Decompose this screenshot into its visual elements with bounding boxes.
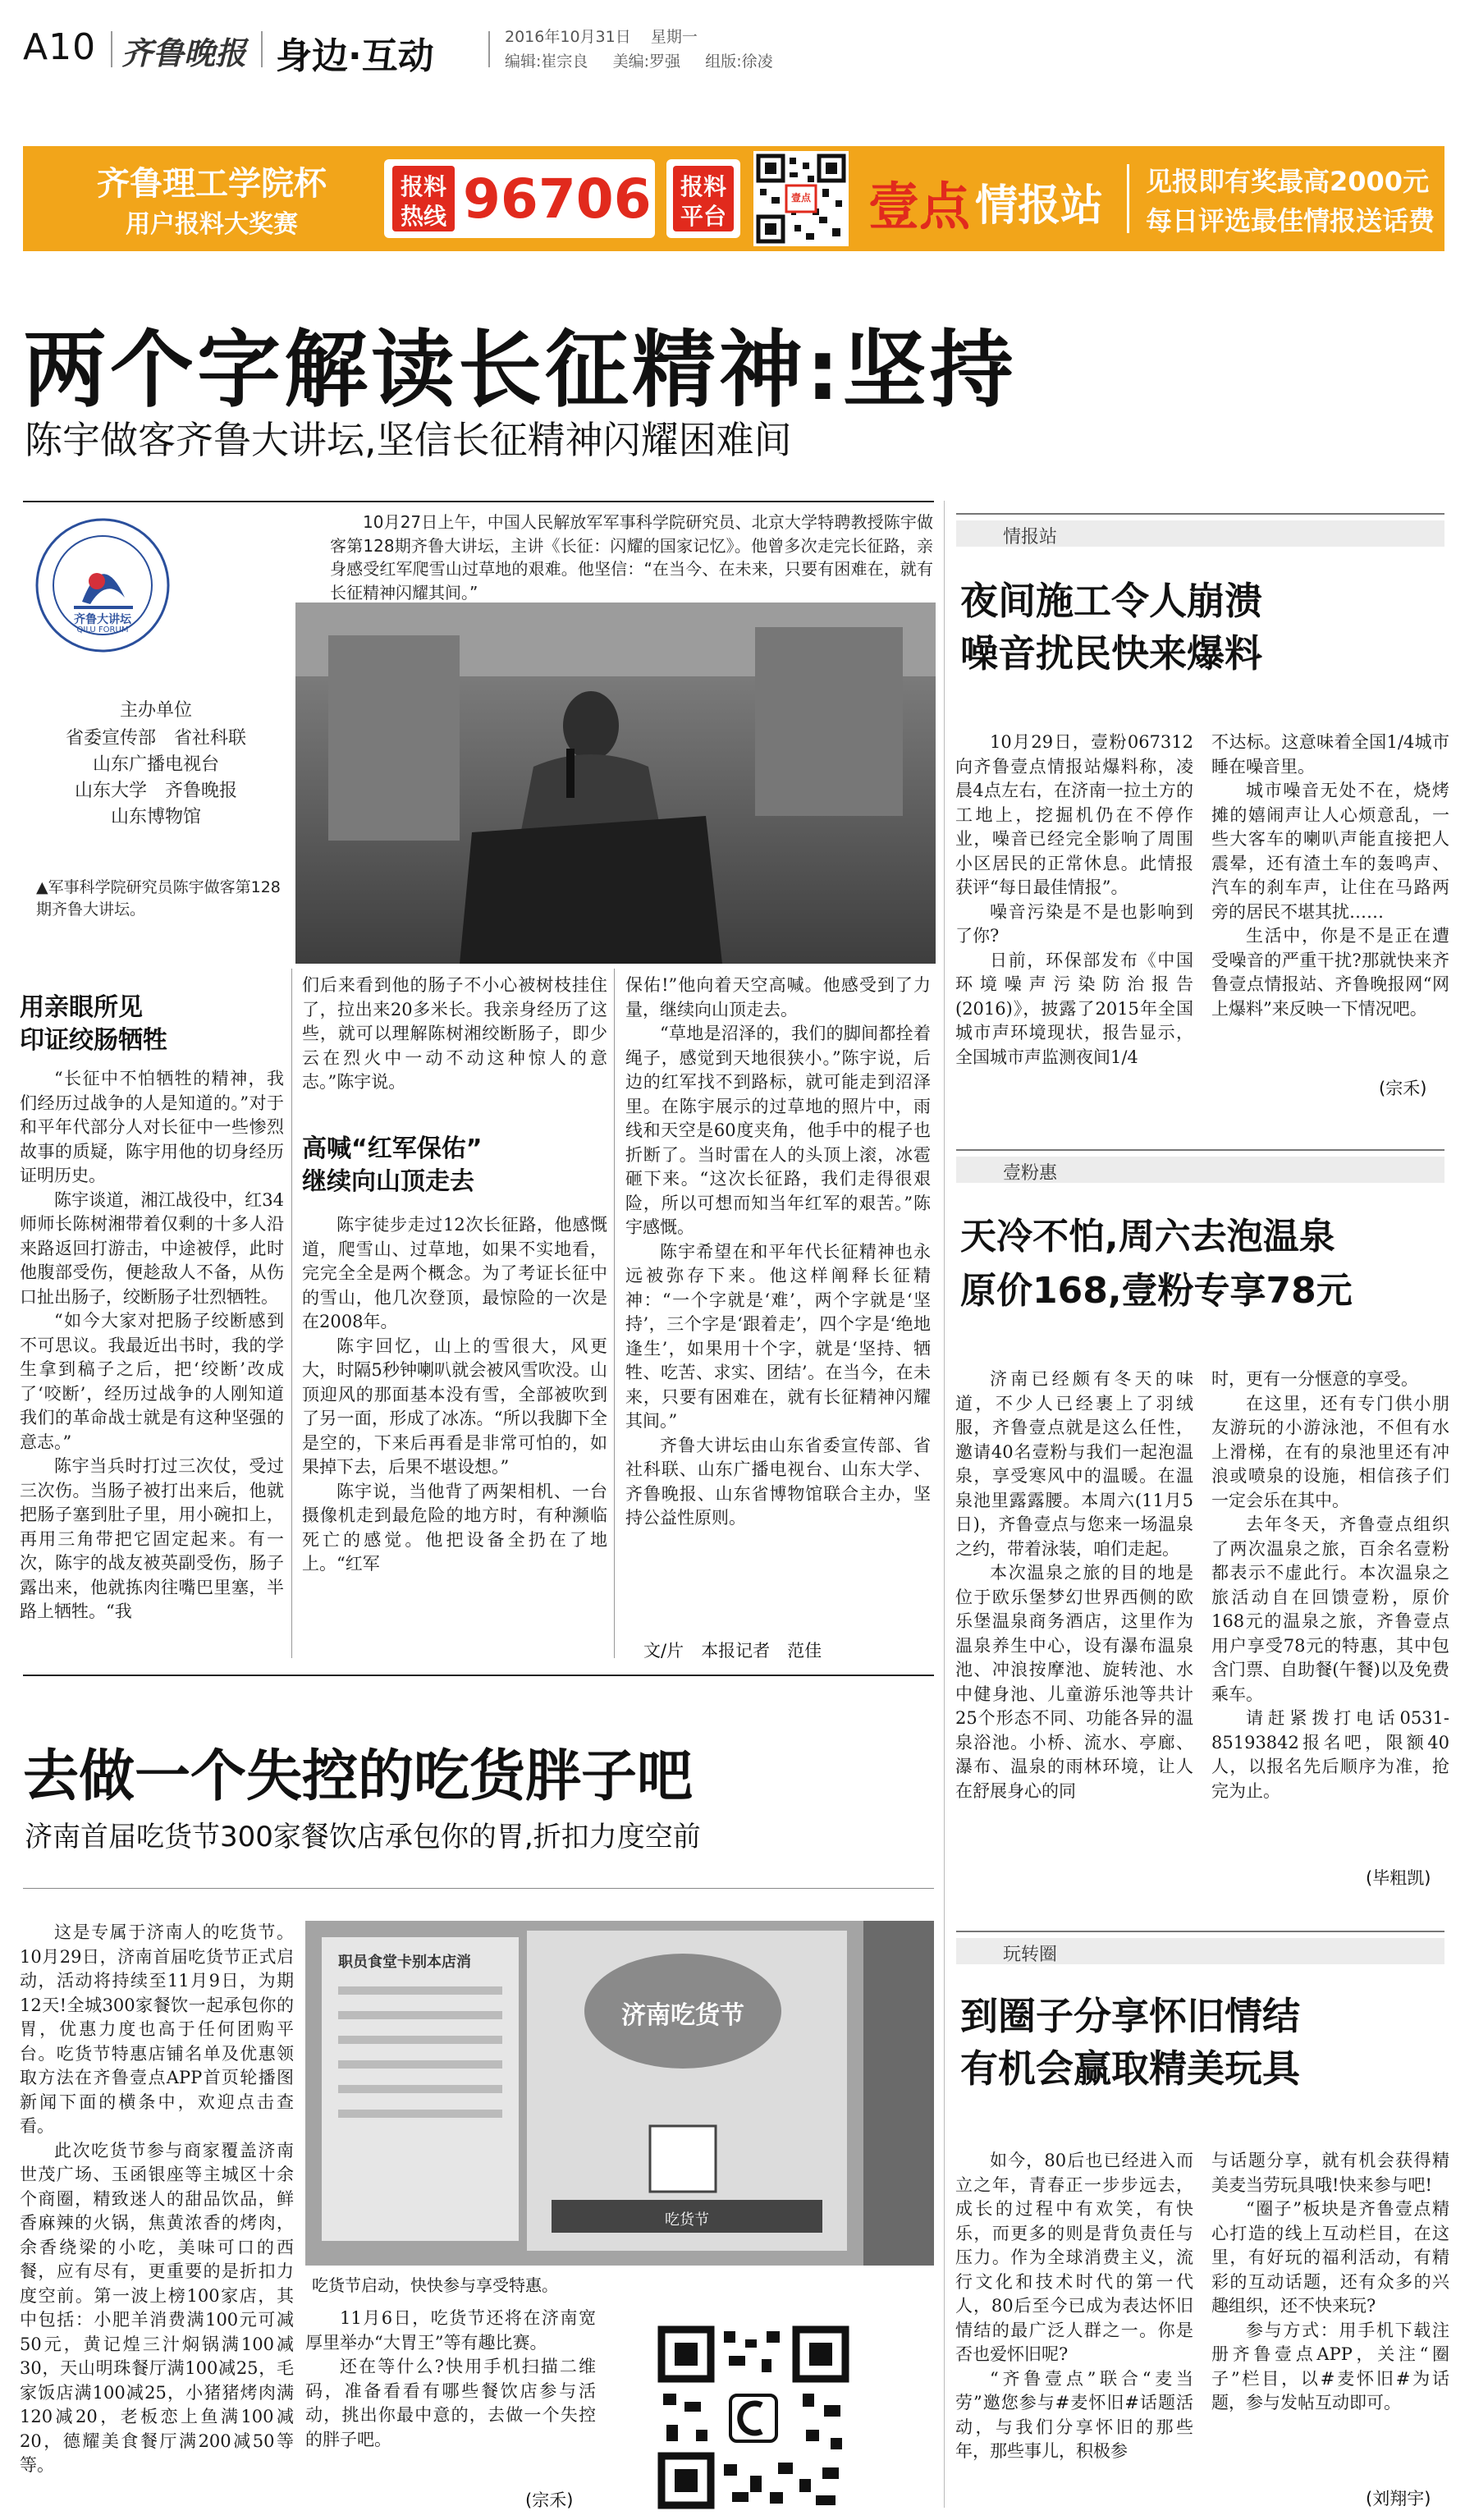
brand-yidian: 壹点 bbox=[868, 176, 971, 236]
promo-line-1: 见报即有奖最高2000元 bbox=[1146, 166, 1430, 197]
logo-english: QILU FORUM bbox=[76, 625, 129, 635]
paragraph: 去年冬天，齐鲁壹点组织了两次温泉之旅，百余名壹粉都表示不虚此行。本次温泉之旅活动自在回馈壹粉，原价168元的温泉之旅，齐鲁壹点用户享受78元的特惠，其中包含门票、自助餐(午餐)以及免费乘车。 bbox=[1211, 1514, 1449, 1704]
sidebar-tag: 壹粉惠 bbox=[1003, 1163, 1058, 1184]
paragraph: “齐鲁壹点”联合“麦当劳”邀您参与#麦怀旧#话题活动，与我们分享怀旧的那些年，那些事儿，积极参 bbox=[955, 2368, 1193, 2461]
food-column-2 bbox=[305, 2307, 596, 2512]
paragraph: 陈宇回忆，山上的雪很大，风更大，时隔5秒钟喇叭就会被风雪吹没。山顶迎风的那面基本没有雪，全部被吹到了另一面，形成了冰冻。“所以我脚下全是空的，下来后再看是非常可怕的，如果掉下去，后果不堪设想。” bbox=[302, 1336, 607, 1477]
lead-subheadline: 陈宇做客齐鲁大讲坛,坚信长征精神闪耀困难间 bbox=[25, 418, 792, 462]
sidebar-tag: 玩转圈 bbox=[1003, 1945, 1058, 1965]
sidebar-byline: (刘翔宇) bbox=[1366, 2489, 1431, 2509]
paragraph: “草地是沼泽的，我们的脚间都拴着绳子，感觉到天地很狭小。”陈宇说，后边的红军找不到路标，就可能走到沼泽里。在陈宇展示的过草地的照片中，雨线和天空是60度夹角，他手中的棍子也折断了。当时雷在人的头顶上滚，冰雹砸下来。“这次长征路，我们走得很艰险，所以可想而知当年红军的艰苦。”陈宇感慨。 bbox=[625, 1024, 931, 1237]
paragraph: “圈子”板块是齐鲁壹点精心打造的线上互动栏目，在这里，有好玩的福利活动，有精彩的互动话题，还有众多的兴趣组织，还不快来玩? bbox=[1211, 2199, 1449, 2316]
paragraph: 陈宇说，当他背了两架相机、一台摄像机走到最危险的地方时，有种濒临死亡的感觉。他把设备全扔在了地上。“红军 bbox=[302, 1481, 607, 1574]
host-line: 山东大学 齐鲁晚报 bbox=[74, 781, 237, 801]
food-poster-sign: 吃货节 bbox=[665, 2211, 709, 2229]
paragraph: 保佑!”他向着天空高喊。他感受到了力量，继续向山顶走去。 bbox=[625, 975, 931, 1019]
host-line: 山东博物馆 bbox=[110, 807, 201, 827]
issue-weekday: 星期一 bbox=[650, 28, 698, 46]
sidebar-box-2-column-1 bbox=[955, 1368, 1193, 1895]
sidebar-title: 夜间施工令人崩溃 噪音扰民快来爆料 bbox=[960, 579, 1262, 676]
paragraph: “长征中不怕牺牲的精神，我们经历过战争的人是知道的。”对于和平年代部分人对长征中一些惨烈故事的质疑，陈宇用他的切身经历证明历史。 bbox=[20, 1069, 284, 1185]
platform-label: 报料 bbox=[680, 173, 726, 200]
cup-title: 齐鲁理工学院杯 bbox=[97, 165, 327, 203]
issue-date: 2016年10月31日 bbox=[505, 28, 631, 46]
food-photo-caption: 吃货节启动，快快参与享受特惠。 bbox=[312, 2275, 558, 2295]
paragraph: 这是专属于济南人的吃货节。10月29日，济南首届吃货节正式启动，活动将持续至11月9日，为期12天!全城300家餐饮一起承包你的胃，优惠力度也高于任何团购平台。吃货节特惠店铺名单及优惠领取方法在齐鲁壹点APP首页轮播图新闻下面的横条中，欢迎点击查看。 bbox=[20, 1922, 294, 2136]
lead-column-3 bbox=[625, 974, 931, 1638]
sidebar-box-3-column-2 bbox=[1211, 2149, 1449, 2486]
food-poster-brand: 济南吃货节 bbox=[621, 2001, 744, 2030]
paragraph: 陈宇徒步走过12次长征路，他感慨道，爬雪山、过草地，如果不实地看，完完全全是两个概念。为了考证长征中的雪山，他几次登顶，最惊险的一次是在2008年。 bbox=[302, 1215, 607, 1331]
paragraph: 本次温泉之旅的目的地是位于欧乐堡梦幻世界西侧的欧乐堡温泉商务酒店，这里作为温泉养生中心，设有瀑布温泉池、冲浪按摩池、旋转池、水中健身池、儿童游乐池等共计25个形态不同、功能各异的温泉浴池。小桥、流水、亭廊、瀑布、温泉的雨林环境，让人在舒展身心的同 bbox=[955, 1563, 1193, 1801]
art-editor-credit: 美编:罗强 bbox=[612, 53, 681, 71]
lead-headline: 两个字解读长征精神:坚持 bbox=[23, 322, 1017, 419]
lead-column-2b bbox=[302, 1213, 607, 1652]
paragraph: 在这里，还有专门供小朋友游玩的小游泳池，不但有水上滑梯，在有的泉池里还有冲浪或喷泉的设施，相信孩子们一定会乐在其中。 bbox=[1211, 1393, 1449, 1510]
paragraph: 时，更有一分惬意的享受。 bbox=[1211, 1369, 1418, 1389]
logo-chinese: 齐鲁大讲坛 bbox=[74, 613, 131, 626]
hotline-banner: 齐鲁理工学院杯 用户报料大奖赛 报料 热线 96706 报料 平台 壹点 壹点 情报站 见报即有奖最高2000元 每日评选最佳情报送话费 bbox=[23, 146, 1444, 251]
sidebar-box-3-column-1 bbox=[955, 2149, 1193, 2510]
paragraph: 齐鲁大讲坛由山东省委宣传部、省社科联、山东广播电视台、山东大学、齐鲁晚报、山东省博物馆联合主办，坚持公益性原则。 bbox=[625, 1435, 931, 1528]
paragraph: 如今，80后也已经进入而立之年，青春正一步步远去，成长的过程中有欢笑，有快乐，而更多的则是背负责任与压力。作为全球消费主义，流行文化和技术时代的第一代人，80后至今已成为表达怀旧情结的最广泛人群之一。你是否也爱怀旧呢? bbox=[955, 2151, 1193, 2364]
food-poster-title: 职员食堂卡别本店消 bbox=[338, 1954, 471, 1971]
sidebar-byline: (宗禾) bbox=[1379, 1079, 1427, 1098]
paragraph: 济南已经颇有冬天的味道，不少人已经裹上了羽绒服，齐鲁壹点就是这么任性，邀请40名壹粉与我们一起泡温泉，享受寒风中的温暖。在温泉池里露露腰。本周六(11月5日)，齐鲁壹点与您来一场温泉之约，带着泳装，咱们走起。 bbox=[955, 1369, 1193, 1559]
paragraph: 噪音污染是不是也影响到了你? bbox=[955, 901, 1193, 946]
paragraph: 日前，环保部发布《中国环境噪声污染防治报告(2016)》，披露了2015年全国城市声环境现状，报告显示，全国城市声监测夜间1/4 bbox=[955, 950, 1193, 1067]
paper-name: 齐鲁晚报 bbox=[121, 34, 247, 71]
sidebar-box-1-column-2 bbox=[1211, 731, 1449, 1067]
paragraph: 陈宇当兵时打过三次仗，受过三次伤。当肠子被打出来后，他就把肠子塞到肚子里，用小碗扣上，再用三角带把它固定起来。有一次，陈宇的战友被英副受伤，肠子露出来，他就拣肉往嘴巴里塞，半路上牺牲。“我 bbox=[20, 1456, 284, 1621]
lead-photo bbox=[295, 603, 936, 964]
brand-qingbaozhan: 情报站 bbox=[975, 181, 1104, 231]
paragraph: 生活中，你是不是正在遭受噪音的严重干扰?那就快来齐鲁壹点情报站、齐鲁晚报网“网上爆料”来反映一下情况吧。 bbox=[1211, 926, 1449, 1019]
paragraph: 10月29日，壹粉067312向齐鲁壹点情报站爆料称，凌晨4点左右，在济南一拉土方的工地上，挖掘机仍在不停作业，噪音已经完全影响了周围小区居民的正常休息。此情报获评“每日最佳情报”。 bbox=[955, 732, 1193, 897]
cup-subtitle: 用户报料大奖赛 bbox=[126, 210, 298, 239]
host-line: 省委宣传部 省社科联 bbox=[65, 728, 246, 749]
paragraph: 请赶紧拨打电话0531-85193842报名吧，限额40人，以报名先后顺序为准，抢完为止。 bbox=[1211, 1708, 1449, 1801]
hosts-title: 主办单位 bbox=[119, 700, 192, 721]
lead-byline: 文/片 本报记者 范佳 bbox=[643, 1641, 822, 1661]
sidebar-title: 天冷不怕,周六去泡温泉 原价168,壹粉专享78元 bbox=[960, 1216, 1353, 1312]
paragraph: 还在等什么?快用手机扫描二维码，准备看看有哪些餐饮店参与活动，挑出你最中意的，去做一个失控的胖子吧。 bbox=[305, 2357, 596, 2449]
sidebar-title: 到圈子分享怀旧情结 有机会赢取精美玩具 bbox=[960, 1994, 1300, 2091]
lead-intro: 10月27日上午，中国人民解放军军事科学院研究员、北京大学特聘教授陈宇做客第128期齐鲁大讲坛，主讲《长征：闪耀的国家记忆》。他曾多次走完长征路，亲身感受红军爬雪山过草地的艰难。他坚信：“在当今、在未来，只要有困难在，就有长征精神闪耀其间。” bbox=[330, 512, 933, 603]
lead-column-1 bbox=[20, 1067, 284, 1654]
food-column-1 bbox=[20, 1921, 294, 2512]
paragraph: “如今大家对把肠子绞断感到不可思议。我最近出书时，我的学生拿到稿子之后，把‘绞断’改成了‘咬断’，经历过战争的人刚知道我们的革命战士就是有这种坚强的意志。” bbox=[20, 1311, 284, 1452]
section-name: 身边·互动 bbox=[276, 35, 434, 77]
food-photo bbox=[305, 1921, 934, 2266]
page-number: A10 bbox=[23, 26, 97, 68]
paragraph: 11月6日，吃货节还将在济南宽厚里举办“大胃王”等有趣比赛。 bbox=[305, 2308, 596, 2353]
lead-subhead-2: 高喊“红军保佑” 继续向山顶走去 bbox=[302, 1134, 483, 1196]
qr-logo-label: 壹点 bbox=[790, 192, 811, 204]
paragraph: 们后来看到他的肠子不小心被树枝挂住了，拉出来20多米长。我亲身经历了这些，就可以理解陈树湘绞断肠子，即少云在烈火中一动不动这种惊人的意志。”陈宇说。 bbox=[302, 975, 607, 1092]
food-byline: (宗禾) bbox=[525, 2490, 574, 2510]
sidebar-box-2-column-2 bbox=[1211, 1368, 1449, 1860]
qr-code-icon[interactable] bbox=[753, 151, 849, 246]
sidebar-byline: (毕粗凯) bbox=[1366, 1868, 1431, 1888]
food-subheadline: 济南首届吃货节300家餐饮店承包你的胃,折扣力度空前 bbox=[25, 1821, 701, 1853]
paragraph: 陈宇希望在和平年代长征精神也永远被弥存下来。他这样阐释长征精神：“一个字就是‘难’，两个字就是‘坚持’，三个字是‘跟着走’，四个字是‘绝地逢生’，如果用十个字，就是‘坚持、牺牲、吃苦、求实、团结’。在当今，在未来，只要有困难在，就有长征精神闪耀其间。” bbox=[625, 1241, 931, 1431]
food-headline: 去做一个失控的吃货胖子吧 bbox=[23, 1744, 694, 1809]
layout-editor-credit: 组版:徐凌 bbox=[705, 53, 773, 71]
hosts-block bbox=[25, 698, 287, 831]
page-header bbox=[0, 0, 1465, 82]
qilu-forum-logo bbox=[33, 515, 172, 655]
qr-code-icon[interactable] bbox=[655, 2323, 852, 2520]
editor-credit: 编辑:崔宗良 bbox=[505, 53, 588, 71]
promo-line-2: 每日评选最佳情报送话费 bbox=[1146, 205, 1435, 236]
host-line: 山东广播电视台 bbox=[92, 754, 219, 775]
paragraph: 此次吃货节参与商家覆盖济南世茂广场、玉函银座等主城区十余个商圈，精致迷人的甜品饮品，鲜香麻辣的火锅，焦黄浓香的烤肉，余香绕梁的小吃，美味可口的西餐，应有尽有，更重要的是折扣力度空前。第一波上榜100家店，其中包括：小肥羊消费满100元可减50元，黄记煌三汁焖锅满100减30，天山明珠餐厅满100减25，毛家饭店满100减25，小猪猪烤肉满120减20，老板恋上鱼满100减20，德耀美食餐厅满200减50等等。 bbox=[20, 2140, 294, 2475]
paragraph: 参与方式：用手机下载注册齐鲁壹点APP，关注“圈子”栏目，以#麦怀旧#为话题，参与发帖互动即可。 bbox=[1211, 2320, 1449, 2412]
sidebar-tag: 情报站 bbox=[1003, 527, 1058, 548]
hotline-label: 报料 bbox=[400, 173, 446, 200]
lead-column-2a bbox=[302, 974, 607, 1121]
paragraph: 与话题分享，就有机会获得精美麦当劳玩具哦!快来参与吧! bbox=[1211, 2151, 1449, 2195]
paragraph: 城市噪音无处不在，烧烤摊的嬉闹声让人心烦意乱，一些大客车的喇叭声能直接把人震晕，还有渣土车的轰鸣声、汽车的刹车声，让住在马路两旁的居民不堪其扰…… bbox=[1211, 781, 1449, 922]
lead-subhead-1: 用亲眼所见 印证绞肠牺牲 bbox=[20, 993, 167, 1055]
paragraph: 陈宇谈道，湘江战役中，红34师师长陈树湘带着仅剩的十多人沿来路返回打游击，中途被俘，此时他腹部受伤，便趁敌人不备，从伤口扯出肠子，绞断肠子壮烈牺牲。 bbox=[20, 1189, 284, 1307]
sidebar-box-1-column-1 bbox=[955, 731, 1193, 1108]
hotline-number[interactable]: 96706 bbox=[463, 167, 652, 231]
photo-caption: ▲军事科学院研究员陈宇做客第128期齐鲁大讲坛。 bbox=[36, 878, 281, 919]
paragraph: 不达标。这意味着全国1/4城市睡在噪音里。 bbox=[1211, 732, 1449, 777]
